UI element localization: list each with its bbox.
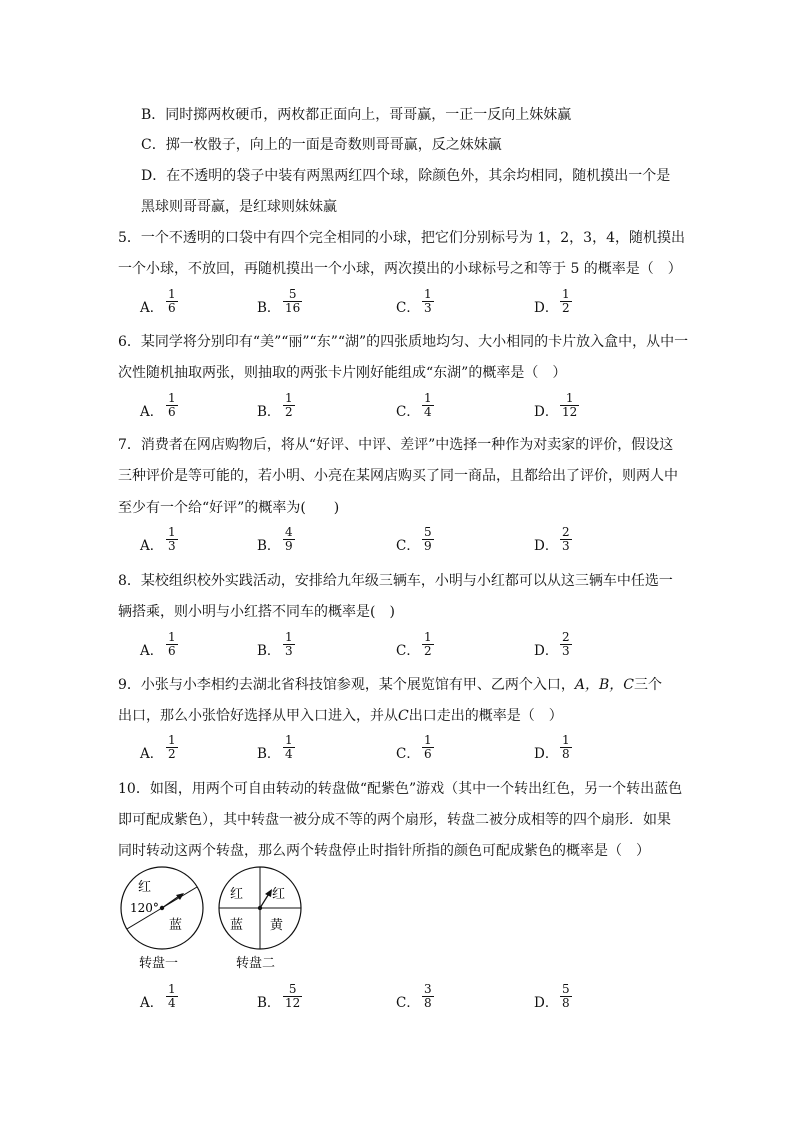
spinner-two-tl-label: 红 <box>230 887 244 902</box>
option-letter: C． <box>396 300 420 316</box>
fraction-denominator: 12 <box>562 405 578 419</box>
option-fraction <box>560 983 572 1010</box>
fraction-denominator: 2 <box>285 405 293 419</box>
option-q5-2 <box>396 288 486 318</box>
option-q9-0 <box>140 734 230 764</box>
option-fraction <box>166 392 178 419</box>
q10-stem-line1: 10．如图，用两个可自由转动的转盘做“配紫色”游戏（其中一个转出红色，另一个转出蓝色 <box>118 781 683 797</box>
option-q6-0 <box>140 392 230 422</box>
fraction-numerator: 1 <box>168 733 176 747</box>
spinner-two <box>219 867 301 949</box>
q9-stem-line2 <box>118 705 563 725</box>
spinner-two-bl-label: 蓝 <box>230 918 244 933</box>
fraction-numerator: 1 <box>285 630 293 644</box>
option-fraction <box>560 392 579 419</box>
option-fraction <box>283 288 302 315</box>
q9-exits: A，B，C <box>574 677 635 693</box>
q8-stem-line2: 辆搭乘，则小明与小红搭不同车的概率是( ) <box>118 604 395 620</box>
q9-exit-c: C <box>398 708 409 724</box>
option-q7-1 <box>257 526 347 556</box>
fraction-numerator: 1 <box>168 391 176 405</box>
option-fraction <box>422 983 434 1010</box>
q9-stem-part3: 出口，那么小张恰好选择从甲入口进入，并从 <box>118 708 398 724</box>
option-letter: C． <box>396 404 420 420</box>
fraction-numerator: 5 <box>283 288 302 302</box>
fraction-numerator: 3 <box>424 982 432 996</box>
spinner-one-red-label: 红 <box>138 880 152 895</box>
option-q10-2 <box>396 983 486 1013</box>
spinner-one-blue-label: 蓝 <box>169 918 183 933</box>
option-fraction <box>560 631 572 658</box>
option-q10-0 <box>140 983 230 1013</box>
fraction-denominator: 2 <box>424 644 432 658</box>
q4-option-d-line1: D．在不透明的袋子中装有两黑两红四个球，除颜色外，其余均相同，随机摸出一个是 <box>141 168 671 184</box>
fraction-denominator: 6 <box>424 747 432 761</box>
option-letter: D． <box>534 300 559 316</box>
option-fraction <box>422 631 434 658</box>
option-fraction <box>422 526 434 553</box>
option-letter: A． <box>140 995 164 1011</box>
fraction-denominator: 2 <box>562 301 570 315</box>
option-letter: A． <box>140 404 164 420</box>
spinner-two-tr-label: 红 <box>272 887 286 902</box>
option-q10-3 <box>534 983 624 1013</box>
option-q8-0 <box>140 631 230 661</box>
fraction-numerator: 1 <box>562 733 570 747</box>
spinner-two-br-label: 黄 <box>270 918 284 933</box>
fraction-denominator: 3 <box>168 539 176 553</box>
option-letter: D． <box>534 746 559 762</box>
fraction-numerator: 4 <box>285 525 293 539</box>
option-letter: D． <box>534 643 559 659</box>
fraction-denominator: 3 <box>424 301 432 315</box>
option-fraction <box>283 526 295 553</box>
q9-stem-part4: 出口走出的概率是（ ） <box>408 708 563 724</box>
fraction-denominator: 8 <box>562 747 570 761</box>
q7-stem-line3: 至少有一个给“好评”的概率为( ) <box>118 500 340 516</box>
fraction-denominator: 12 <box>285 996 301 1010</box>
fraction-denominator: 9 <box>424 539 432 553</box>
fraction-numerator: 1 <box>285 733 293 747</box>
option-fraction <box>560 734 572 761</box>
spinner-one <box>121 867 203 949</box>
q8-stem-line1: 8．某校组织校外实践活动，安排给九年级三辆车，小明与小红都可以从这三辆车中任选一 <box>118 573 673 589</box>
option-q10-1 <box>257 983 347 1013</box>
option-q8-1 <box>257 631 347 661</box>
option-q5-1 <box>257 288 347 318</box>
option-letter: B． <box>257 746 281 762</box>
q9-stem-part1: 9．小张与小李相约去湖北省科技馆参观，某个展览馆有甲、乙两个入口， <box>118 677 575 693</box>
fraction-numerator: 5 <box>424 525 432 539</box>
option-fraction <box>283 734 295 761</box>
option-fraction <box>166 983 178 1010</box>
q6-stem-line2: 次性随机抽取两张，则抽取的两张卡片刚好能组成“东湖”的概率是（ ） <box>118 365 567 381</box>
fraction-numerator: 1 <box>168 630 176 644</box>
option-letter: B． <box>257 404 281 420</box>
q9-stem-line1 <box>118 674 662 694</box>
option-letter: B． <box>257 300 281 316</box>
option-letter: C． <box>396 538 420 554</box>
option-q5-0 <box>140 288 230 318</box>
q4-option-c: C．掷一枚骰子，向上的一面是奇数则哥哥赢，反之妹妹赢 <box>141 137 502 153</box>
option-fraction <box>166 631 178 658</box>
q5-stem-line2: 一个小球，不放回，再随机摸出一个小球，两次摸出的小球标号之和等于 5 的概率是（ ） <box>118 261 682 277</box>
option-letter: C． <box>396 643 420 659</box>
fraction-numerator: 2 <box>562 630 570 644</box>
option-fraction <box>560 288 572 315</box>
option-q7-3 <box>534 526 624 556</box>
option-letter: C． <box>396 995 420 1011</box>
option-q9-3 <box>534 734 624 764</box>
option-letter: A． <box>140 538 164 554</box>
fraction-numerator: 1 <box>562 287 570 301</box>
q4-option-b: B．同时掷两枚硬币，两枚都正面向上，哥哥赢，一正一反向上妹妹赢 <box>141 107 572 123</box>
fraction-denominator: 6 <box>168 405 176 419</box>
option-letter: C． <box>396 746 420 762</box>
option-q6-1 <box>257 392 347 422</box>
option-fraction <box>283 983 302 1010</box>
option-q9-2 <box>396 734 486 764</box>
option-fraction <box>422 288 434 315</box>
fraction-denominator: 4 <box>285 747 293 761</box>
q10-stem-line2: 即可配成紫色），其中转盘一被分成不等的两个扇形，转盘二被分成相等的四个扇形．如果 <box>118 812 671 828</box>
fraction-denominator: 6 <box>168 301 176 315</box>
fraction-denominator: 6 <box>168 644 176 658</box>
fraction-numerator: 1 <box>424 630 432 644</box>
fraction-numerator: 1 <box>560 392 579 406</box>
fraction-numerator: 2 <box>562 525 570 539</box>
fraction-numerator: 5 <box>562 982 570 996</box>
fraction-numerator: 1 <box>285 391 293 405</box>
fraction-denominator: 16 <box>285 301 301 315</box>
fraction-numerator: 1 <box>168 287 176 301</box>
option-fraction <box>283 392 295 419</box>
fraction-numerator: 1 <box>168 525 176 539</box>
fraction-denominator: 4 <box>424 405 432 419</box>
fraction-denominator: 8 <box>562 996 570 1010</box>
option-fraction <box>422 734 434 761</box>
q5-stem-line1: 5．一个不透明的口袋中有四个完全相同的小球，把它们分别标号为 1，2，3，4，随机摸出 <box>118 230 685 246</box>
fraction-denominator: 3 <box>562 644 570 658</box>
option-q7-0 <box>140 526 230 556</box>
q4-option-d-line2: 黑球则哥哥赢，是红球则妹妹赢 <box>141 199 337 215</box>
fraction-numerator: 1 <box>424 391 432 405</box>
option-fraction <box>283 631 295 658</box>
fraction-denominator: 4 <box>168 996 176 1010</box>
option-letter: D． <box>534 404 559 420</box>
option-fraction <box>422 392 434 419</box>
fraction-denominator: 9 <box>285 539 293 553</box>
option-fraction <box>166 526 178 553</box>
option-q9-1 <box>257 734 347 764</box>
option-fraction <box>166 734 178 761</box>
q10-stem-line3: 同时转动这两个转盘，那么两个转盘停止时指针所指的颜色可配成紫色的概率是（ ） <box>118 843 650 859</box>
spinner-one-angle-label: 120° <box>130 901 159 915</box>
option-letter: D． <box>534 995 559 1011</box>
option-q7-2 <box>396 526 486 556</box>
fraction-denominator: 3 <box>285 644 293 658</box>
option-letter: A． <box>140 643 164 659</box>
option-letter: D． <box>534 538 559 554</box>
fraction-numerator: 1 <box>424 287 432 301</box>
option-letter: A． <box>140 300 164 316</box>
q9-stem-part2: 三个 <box>634 677 663 693</box>
option-fraction <box>560 526 572 553</box>
q6-stem-line1: 6．某同学将分别印有“美”“丽”“东”“湖”的四张质地均匀、大小相同的卡片放入盒中，从中一 <box>118 334 689 350</box>
fraction-denominator: 3 <box>562 539 570 553</box>
spinner-two-caption: 转盘二 <box>236 956 276 971</box>
fraction-numerator: 5 <box>283 983 302 997</box>
spinner-one-caption: 转盘一 <box>139 956 179 971</box>
option-q5-3 <box>534 288 624 318</box>
option-fraction <box>166 288 178 315</box>
q7-stem-line1: 7．消费者在网店购物后，将从“好评、中评、差评”中选择一种作为对卖家的评价，假设这 <box>118 437 674 453</box>
option-letter: A． <box>140 746 164 762</box>
option-q8-2 <box>396 631 486 661</box>
option-letter: B． <box>257 643 281 659</box>
q7-stem-line2: 三种评价是等可能的，若小明、小亮在某网店购买了同一商品，且都给出了评价，则两人中 <box>118 468 678 484</box>
fraction-denominator: 2 <box>168 747 176 761</box>
spinner-figure <box>118 866 308 971</box>
option-q8-3 <box>534 631 624 661</box>
option-letter: B． <box>257 538 281 554</box>
option-q6-3 <box>534 392 624 422</box>
option-letter: B． <box>257 995 281 1011</box>
fraction-numerator: 1 <box>424 733 432 747</box>
fraction-denominator: 8 <box>424 996 432 1010</box>
fraction-numerator: 1 <box>168 982 176 996</box>
option-q6-2 <box>396 392 486 422</box>
